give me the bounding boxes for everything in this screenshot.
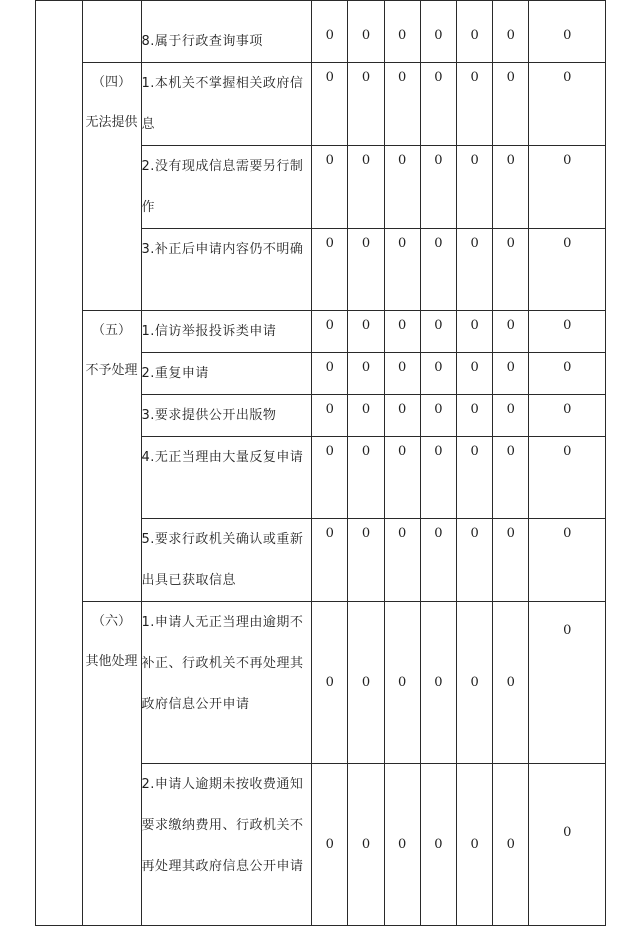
row-label: 3.要求提供公开出版物 [141,395,312,437]
value-cell: 0 [457,602,493,764]
value-cell: 0 [384,146,420,229]
value-cell: 0 [493,229,529,311]
row-label: 1.本机关不掌握相关政府信息 [141,63,312,146]
value-cell: 0 [384,519,420,602]
row-label: 4.无正当理由大量反复申请 [141,437,312,519]
table-row [36,311,606,353]
value-cell: 0 [457,519,493,602]
value-cell: 0 [493,395,529,437]
value-cell: 0 [420,764,456,926]
row-label: 2.没有现成信息需要另行制作 [141,146,312,229]
table-row [36,602,606,764]
value-cell: 0 [529,229,606,311]
value-cell: 0 [384,602,420,764]
table-row [36,1,606,63]
value-cell: 0 [312,602,348,764]
value-cell: 0 [420,437,456,519]
value-cell: 0 [312,353,348,395]
value-cell: 0 [529,1,606,63]
value-cell: 0 [312,764,348,926]
value-cell: 0 [384,353,420,395]
value-cell: 0 [420,63,456,146]
group-number: （六） [92,614,132,629]
value-cell: 0 [457,229,493,311]
value-cell: 0 [529,311,606,353]
value-cell: 0 [348,395,384,437]
group-name: 不予处理 [85,363,138,378]
value-cell: 0 [420,1,456,63]
value-cell: 0 [348,519,384,602]
value-cell: 0 [384,63,420,146]
value-cell: 0 [420,353,456,395]
value-cell: 0 [312,229,348,311]
group-cell-4 [82,63,141,311]
group-name: 其他处理 [85,654,138,669]
disclosure-statistics-table [35,0,606,926]
value-cell: 0 [420,311,456,353]
row-label: 5.要求行政机关确认或重新出具已获取信息 [141,519,312,602]
value-cell: 0 [457,146,493,229]
value-cell: 0 [493,602,529,764]
value-cell: 0 [529,602,606,764]
value-cell: 0 [348,1,384,63]
value-cell: 0 [384,311,420,353]
value-cell: 0 [312,146,348,229]
outer-category-cell [36,1,83,926]
value-cell: 0 [384,229,420,311]
value-cell: 0 [457,395,493,437]
group-cell-6 [82,602,141,926]
row-label: 2.申请人逾期未按收费通知要求缴纳费用、行政机关不再处理其政府信息公开申请 [141,764,312,926]
value-cell: 0 [348,311,384,353]
group-name: 无法提供 [85,115,138,130]
value-cell: 0 [457,311,493,353]
value-cell: 0 [493,764,529,926]
row-label: 8.属于行政查询事项 [141,1,312,63]
value-cell: 0 [420,229,456,311]
value-cell: 0 [348,764,384,926]
row-label: 2.重复申请 [141,353,312,395]
value-cell: 0 [312,519,348,602]
row-label: 1.信访举报投诉类申请 [141,311,312,353]
value-cell: 0 [348,602,384,764]
value-cell: 0 [312,395,348,437]
value-cell: 0 [420,146,456,229]
group-cell-continued [82,1,141,63]
value-cell: 0 [312,1,348,63]
value-cell: 0 [457,63,493,146]
value-cell: 0 [312,311,348,353]
value-cell: 0 [348,353,384,395]
table-row [36,63,606,146]
value-cell: 0 [457,437,493,519]
row-label: 1.申请人无正当理由逾期不补正、行政机关不再处理其政府信息公开申请 [141,602,312,764]
value-cell: 0 [493,519,529,602]
value-cell: 0 [493,437,529,519]
value-cell: 0 [457,764,493,926]
value-cell: 0 [348,229,384,311]
group-number: （五） [92,323,132,338]
value-cell: 0 [457,1,493,63]
value-cell: 0 [493,353,529,395]
row-label: 3.补正后申请内容仍不明确 [141,229,312,311]
value-cell: 0 [529,395,606,437]
value-cell: 0 [348,437,384,519]
value-cell: 0 [493,311,529,353]
value-cell: 0 [529,146,606,229]
value-cell: 0 [529,353,606,395]
value-cell: 0 [384,395,420,437]
value-cell: 0 [420,602,456,764]
group-cell-5 [82,311,141,602]
value-cell: 0 [529,63,606,146]
value-cell: 0 [493,146,529,229]
value-cell: 0 [420,395,456,437]
value-cell: 0 [493,63,529,146]
value-cell: 0 [493,1,529,63]
value-cell: 0 [384,1,420,63]
value-cell: 0 [312,63,348,146]
value-cell: 0 [529,437,606,519]
value-cell: 0 [384,764,420,926]
value-cell: 0 [420,519,456,602]
value-cell: 0 [529,519,606,602]
value-cell: 0 [529,764,606,926]
value-cell: 0 [457,353,493,395]
value-cell: 0 [312,437,348,519]
group-number: （四） [92,75,132,90]
value-cell: 0 [348,63,384,146]
value-cell: 0 [348,146,384,229]
value-cell: 0 [384,437,420,519]
